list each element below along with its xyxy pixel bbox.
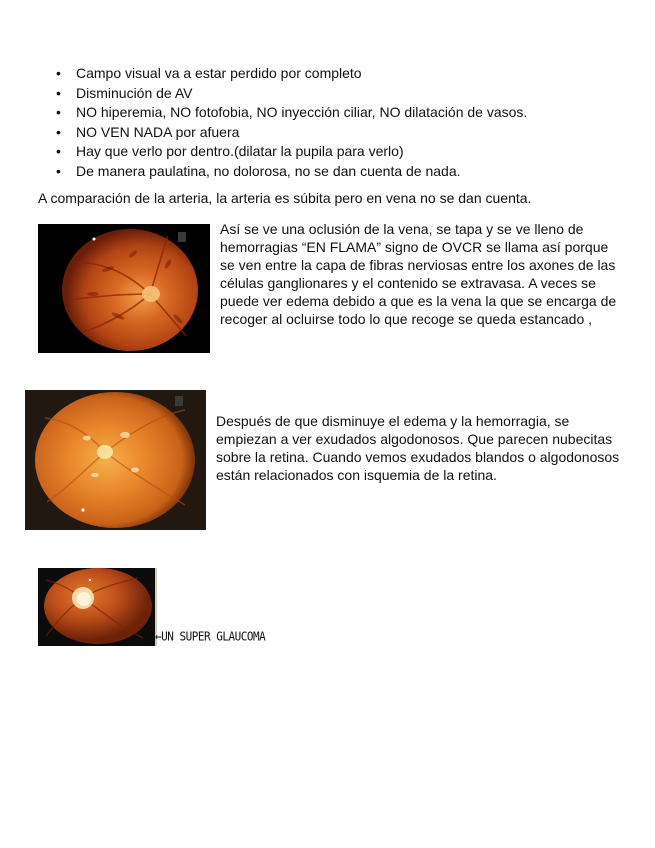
handwritten-annotation: ←UN SUPER GLAUCOMA [155,629,266,644]
lead-paragraph: A comparación de la arteria, la arteria es súbita pero en vena no se dan cuenta. [38,190,532,206]
fundus-image-cotton-wool [25,390,206,530]
list-item: • De manera paulatina, no dolorosa, no se dan cuenta de nada. [56,162,527,182]
list-item: • NO VEN NADA por afuera [56,123,527,143]
list-item: • Hay que verlo por dentro.(dilatar la pupila para verlo) [56,142,527,162]
section2-paragraph: Después de que disminuye el edema y la hemorragia, se empiezan a ver exudados algodonosos. Que parecen nubecitas sobre la retina. Cuando vemos exudados blandos o algodonosos están relacionados con isquemia de la retina. [216,413,620,483]
list-item: • Campo visual va a estar perdido por completo [56,64,527,84]
list-item: • Disminución de AV [56,84,527,104]
fundus-image-vein-occlusion [38,224,210,353]
fundus-image-glaucoma [38,568,157,646]
symptom-list [56,64,527,182]
list-item: • NO hiperemia, NO fotofobia, NO inyección ciliar, NO dilatación de vasos. [56,103,527,123]
section1-paragraph: Así se ve una oclusión de la vena, se tapa y se ve lleno de hemorragias “EN FLAMA” signo de OVCR se llama así porque se ven entre la capa de fibras nerviosas entre los axones de las células ganglionares y el contenido se extravasa. A veces se puede ver edema debido a que es la vena la que se encarga de recoger al ocluirse todo lo que recoge se queda estancado , [220,221,617,327]
